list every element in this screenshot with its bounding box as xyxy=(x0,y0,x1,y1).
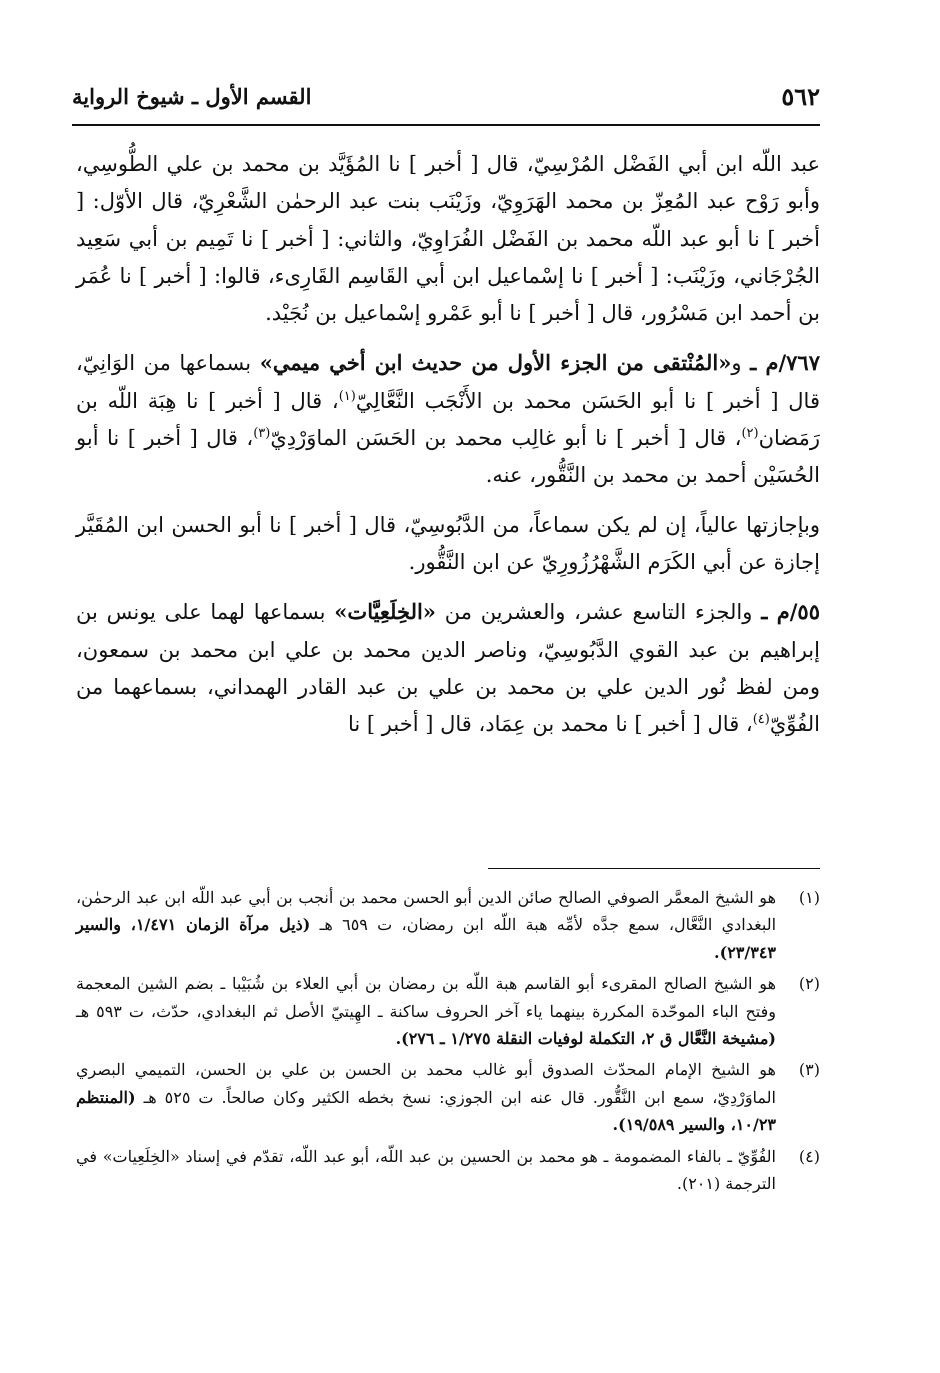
footnote-text xyxy=(76,884,776,966)
entry-767 xyxy=(76,344,820,494)
footnote-ref-4[interactable]: (٤) xyxy=(752,712,770,728)
book-title: «المُنْتقى من الجزء الأول من حديث ابن أخي ميمي» xyxy=(259,350,732,376)
page-header xyxy=(72,78,820,120)
entry-number: ٥٥/م ـ xyxy=(761,599,820,625)
entry-prefix: و xyxy=(731,351,742,376)
entry-text: والجزء التاسع عشر، والعشرين من xyxy=(444,600,753,625)
footnote-ref-2[interactable]: (٢) xyxy=(741,426,759,442)
footnote-mark: (١) xyxy=(798,888,820,907)
footnote-item xyxy=(76,1143,820,1198)
entry-text: ، قال [ أخبر ] نا أبو الحُسَيْن أحمد بن محمد بن النَّقُّور، عنه. xyxy=(76,426,820,488)
footnote-source: (مشيخة النَّعَّال ق ٢، التكملة لوفيات النقلة ١/٢٧٥ ـ ٢٧٦). xyxy=(395,1029,776,1049)
footnote-item xyxy=(76,1056,820,1138)
footnote-item xyxy=(76,884,820,966)
entry-number: ٧٦٧/م ـ xyxy=(750,350,820,376)
footnote-text xyxy=(76,970,776,1052)
entry-text: ، قال [ أخبر ] نا محمد بن عِمَاد، قال [ أخبر ] نا xyxy=(348,712,753,737)
entry-text: ، قال [ أخبر ] نا هِبَة اللّه بن رَمَضان xyxy=(76,388,820,451)
header-rule xyxy=(72,124,820,126)
footnote-source: (المنتظم ١٠/٢٣، والسير ١٩/٥٨٩). xyxy=(76,1087,776,1135)
footnote-source: (ذيل مرآة الزمان ١/٤٧١، والسير ٢٣/٣٤٣). xyxy=(76,915,776,962)
footnote-body: هو الشيخ المعمَّر الصوفي الصالح صائن الدين أبو الحسن محمد بن أنجب بن أبي عبد اللّه ابن عبد الرحمٰن، البغدادي النَّعَّال، سمع جدَّه لأمِّه هبة اللّه ابن رمضان، ت ٦٥٩ هـ xyxy=(76,888,777,935)
footnote-ref-1[interactable]: (١) xyxy=(338,388,356,404)
footnote-body: هو الشيخ الإمام المحدّث الصدوق أبو غالب محمد بن الحسن بن علي بن الحسن، التميمي البصري الماوَرْدِيّ، سمع ابن النَّقُّور. قال عنه ابن الجوزي: نسخ بخطه الكثير وكان صالحاً. ت ٥٢٥ هـ xyxy=(76,1060,776,1107)
running-title: القسم الأول ـ شيوخ الرواية xyxy=(72,84,312,109)
entry-55 xyxy=(76,593,820,743)
footnote-body: هو الشيخ الصالح المقرىء أبو القاسم هبة اللّه بن رمضان بن أبي العلاء بن شُبَيْبا ـ بضم الشين المعجمة وفتح الباء الموحّدة المكررة بينهما ياء آخر الحروف ساكنة ـ الهِيتيّ الأصل ثم البغدادي، حدّث، ت ٥٩٣ هـ xyxy=(76,974,777,1021)
footnote-body: الفُوِّيّ ـ بالفاء المضمومة ـ هو محمد بن الحسين بن عبد اللّه، أبو عبد اللّه، تقدّم في إسناد «الخِلَعِيات» في الترجمة (٢٠١). xyxy=(76,1146,776,1194)
footnote-mark: (٢) xyxy=(798,974,820,994)
footnote-rule xyxy=(488,868,820,869)
footnote-mark: (٤) xyxy=(798,1146,820,1166)
entry-text: بسماعها من الوَانِيّ، قال [ أخبر ] نا أبو الحَسَن محمد بن الأَنْجَب النَّعَّالِيّ xyxy=(76,351,820,413)
footnote-text xyxy=(76,1143,776,1198)
footnote-mark: (٣) xyxy=(798,1060,820,1080)
entry-text: ، قال [ أخبر ] نا أبو غالِب محمد بن الحَسَن الماوَرْدِيّ xyxy=(270,426,742,451)
footnotes xyxy=(76,884,820,1201)
book-title: «الخِلَعِيَّات» xyxy=(334,599,436,625)
footnote-item xyxy=(76,970,820,1052)
main-text xyxy=(76,146,820,755)
footnote-text xyxy=(76,1056,776,1138)
page-number: ٥٦٢ xyxy=(781,82,820,111)
paragraph-ijaza: وبإجازتها عالياً، إن لم يكن سماعاً، من الدَّبُوسِيّ، قال [ أخبر ] نا أبو الحسن ابن المُقَيَّر إجازة عن أبي الكَرَم الشَّهْرُزُورِيّ عن ابن النَّقُّور. xyxy=(76,512,820,574)
paragraph-isnad: عبد اللّه ابن أبي الفَضْل المُرْسِيّ، قال [ أخبر ] نا المُؤَيَّد بن محمد بن علي الطُّوسِي، وأبو رَوْح عبد المُعِزّ بن محمد الهَرَوِيّ، وزَيْنَب بنت عبد الرحمٰن الشَّعْرِيّ، قال الأوّل: [ أخبر ] نا أبو عبد اللّه محمد بن الفَضْل الفُرَاوِيّ، والثاني: [ أخبر ] نا تَمِيم بن أبي سَعِيد الجُرْجَاني، وزَيْنَب: [ أخبر ] نا إسْماعيل ابن أبي القَاسِم القَارِىء، قالوا: [ أخبر ] نا عُمَر بن أحمد ابن مَسْرُور، قال [ أخبر ] نا أبو عَمْرو إسْماعيل بن نُجَيْد. xyxy=(76,152,820,326)
entry-text: بسماعها لهما على يونس بن إبراهيم بن عبد القوي الدَّبُوسِيّ، وناصر الدين محمد بن علي ابن محمد بن سمعون، ومن لفظ نُور الدين علي بن محمد بن علي بن عبد القادر الهمداني، بسماعهما من الفُوِّيّ xyxy=(76,600,820,737)
footnote-ref-3[interactable]: (٣) xyxy=(253,426,271,442)
